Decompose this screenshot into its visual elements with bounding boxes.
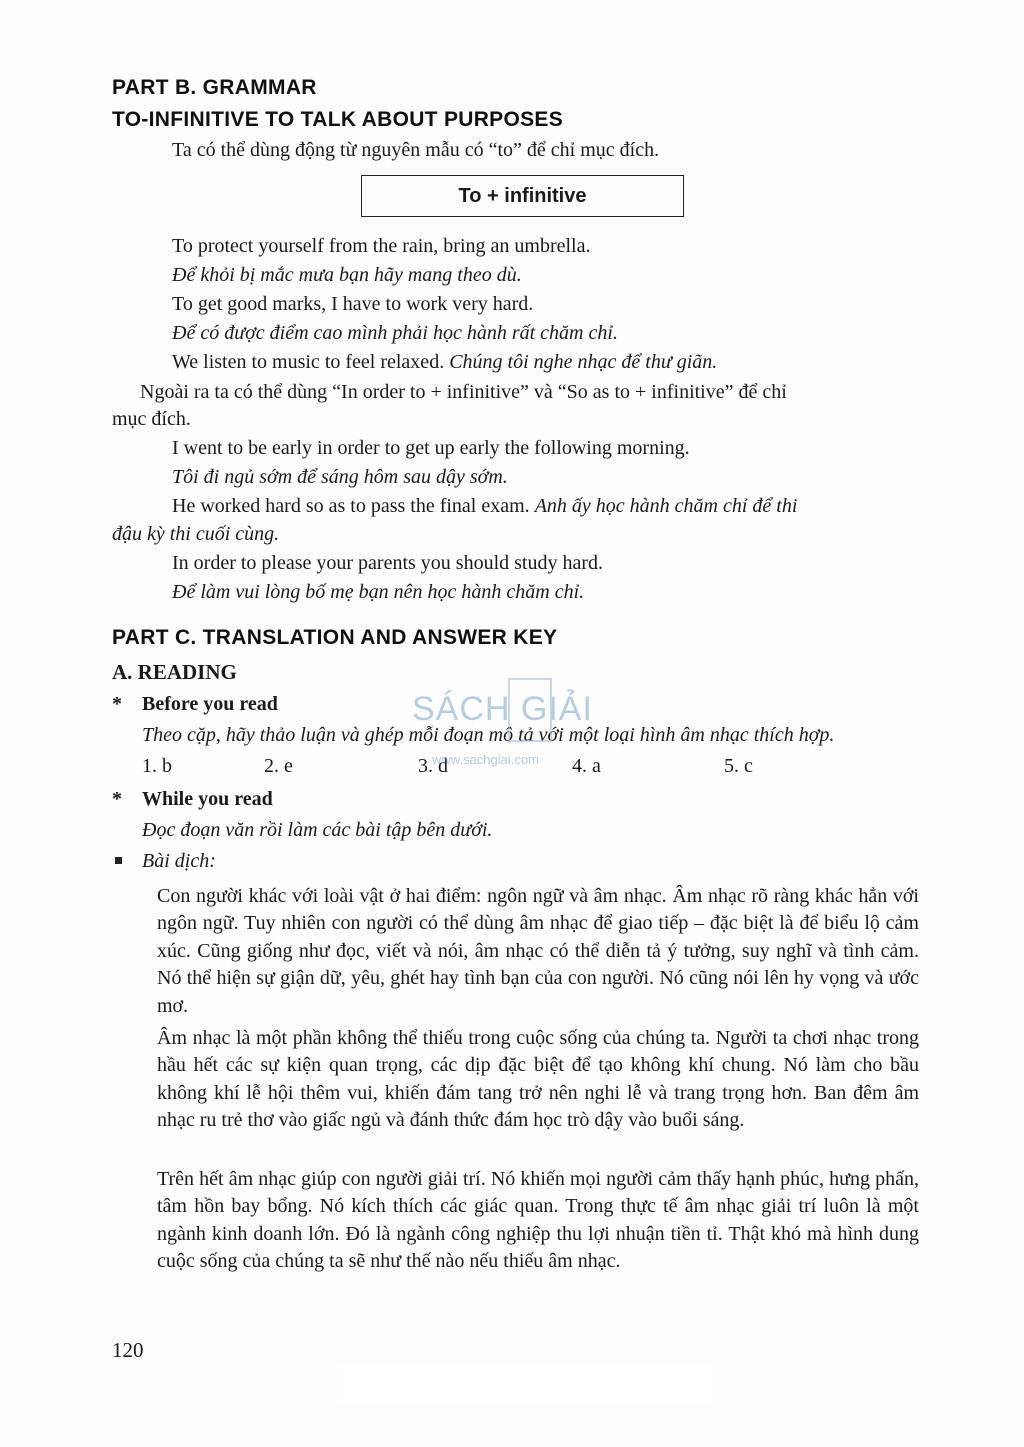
example-5 <box>172 494 797 518</box>
answer-4: 4. a <box>572 755 601 777</box>
note-line-2: mục đích. <box>112 408 191 430</box>
formula-box <box>361 175 684 217</box>
asterisk-bullet-icon: * <box>112 788 122 810</box>
translation-paragraph-1: Con người khác với loài vật ở hai điểm: ngôn ngữ và âm nhạc. Âm nhạc rõ ràng khác hẳn với ngôn ngữ. Tuy nhiên con người có thể dùng âm nhạc để giao tiếp – đặc biệt là để biểu lộ cảm xúc. Cũng giống như đọc, viết và nói, âm nhạc có thể diễn tả ý tưởng, suy nghĩ và tình cảm. Nó thể hiện sự giận dữ, yêu, ghét hay tình bạn của con người. Nó cũng nói lên hy vọng và ước mơ. <box>157 885 919 1017</box>
part-b-intro: Ta có thể dùng động từ nguyên mẫu có “to” để chỉ mục đích. <box>172 139 660 161</box>
before-read-instruction: Theo cặp, hãy thảo luận và ghép mỗi đoạn mô tả với một loại hình âm nhạc thích hợp. <box>142 724 835 746</box>
translation-label: Bài dịch: <box>142 850 216 872</box>
example-1-vi: Để khỏi bị mắc mưa bạn hãy mang theo dù. <box>172 264 522 286</box>
example-5-en: He worked hard so as to pass the final exam. <box>172 495 530 517</box>
example-3-vi: Chúng tôi nghe nhạc để thư giãn. <box>449 351 718 373</box>
page-number: 120 <box>112 1338 144 1362</box>
example-2-en: To get good marks, I have to work very hard. <box>172 293 534 315</box>
watermark-url: www.sachgiai.com <box>432 752 539 767</box>
part-b-subtitle: TO-INFINITIVE TO TALK ABOUT PURPOSES <box>112 108 564 131</box>
while-read-label: While you read <box>142 788 273 810</box>
example-6-vi: Để làm vui lòng bố mẹ bạn nên học hành chăm chỉ. <box>172 581 585 603</box>
example-4-en: I went to be early in order to get up early the following morning. <box>172 437 690 459</box>
example-3-en: We listen to music to feel relaxed. <box>172 351 445 373</box>
example-1-en: To protect yourself from the rain, bring an umbrella. <box>172 235 591 257</box>
while-read-instruction: Đọc đoạn văn rồi làm các bài tập bên dưới. <box>142 819 493 841</box>
example-4-vi: Tôi đi ngủ sớm để sáng hôm sau dậy sớm. <box>172 466 508 488</box>
before-read-label: Before you read <box>142 693 278 715</box>
translation-paragraph-3: Trên hết âm nhạc giúp con người giải trí. Nó khiến mọi người cảm thấy hạnh phúc, hưng phấn, tâm hồn bay bổng. Nó kích thích các giác quan. Trong thực tế âm nhạc giải trí luôn là một ngành kinh doanh lớn. Đó là ngành công nghiệp thu lợi nhuận tiền tỉ. Thật khó mà hình dung cuộc sống của chúng ta sẽ như thế nào nếu thiếu âm nhạc. <box>157 1168 919 1273</box>
translation-paragraph-2: Âm nhạc là một phần không thể thiếu trong cuộc sống của chúng ta. Người ta chơi nhạc trong hầu hết các sự kiện quan trọng, các dịp đặc biệt để tạo không khí chung. Nó làm cho bầu không khí lễ hội thêm vui, khiến đám tang trở nên nghi lễ và trang trọng hơn. Ban đêm âm nhạc ru trẻ thơ vào giấc ngủ và đánh thức đám học trò dậy vào buổi sáng. <box>157 1027 919 1132</box>
section-a-heading: A. READING <box>112 660 237 684</box>
answer-2: 2. e <box>264 755 293 777</box>
watermark-logo <box>412 672 622 768</box>
example-3 <box>172 350 717 374</box>
example-2-vi: Để có được điểm cao mình phải học hành rất chăm chỉ. <box>172 322 618 344</box>
square-bullet-icon <box>115 857 122 864</box>
answer-5: 5. c <box>724 755 753 777</box>
formula-text: To + infinitive <box>458 184 587 207</box>
example-5-vi-a: Anh ấy học hành chăm chỉ để thi <box>534 495 798 517</box>
part-c-title: PART C. TRANSLATION AND ANSWER KEY <box>112 626 558 649</box>
example-6-en: In order to please your parents you should study hard. <box>172 552 604 574</box>
answer-1: 1. b <box>142 755 172 777</box>
blank-area <box>337 1362 712 1402</box>
example-5-vi-b: đậu kỳ thi cuối cùng. <box>112 523 280 545</box>
note-line-1: Ngoài ra ta có thể dùng “In order to + infinitive” và “So as to + infinitive” để chỉ <box>140 381 787 403</box>
answer-3: 3. d <box>418 755 448 777</box>
part-b-title: PART B. GRAMMAR <box>112 76 317 99</box>
watermark-brand: SÁCH GIẢI <box>412 690 593 728</box>
asterisk-bullet-icon: * <box>112 693 122 715</box>
